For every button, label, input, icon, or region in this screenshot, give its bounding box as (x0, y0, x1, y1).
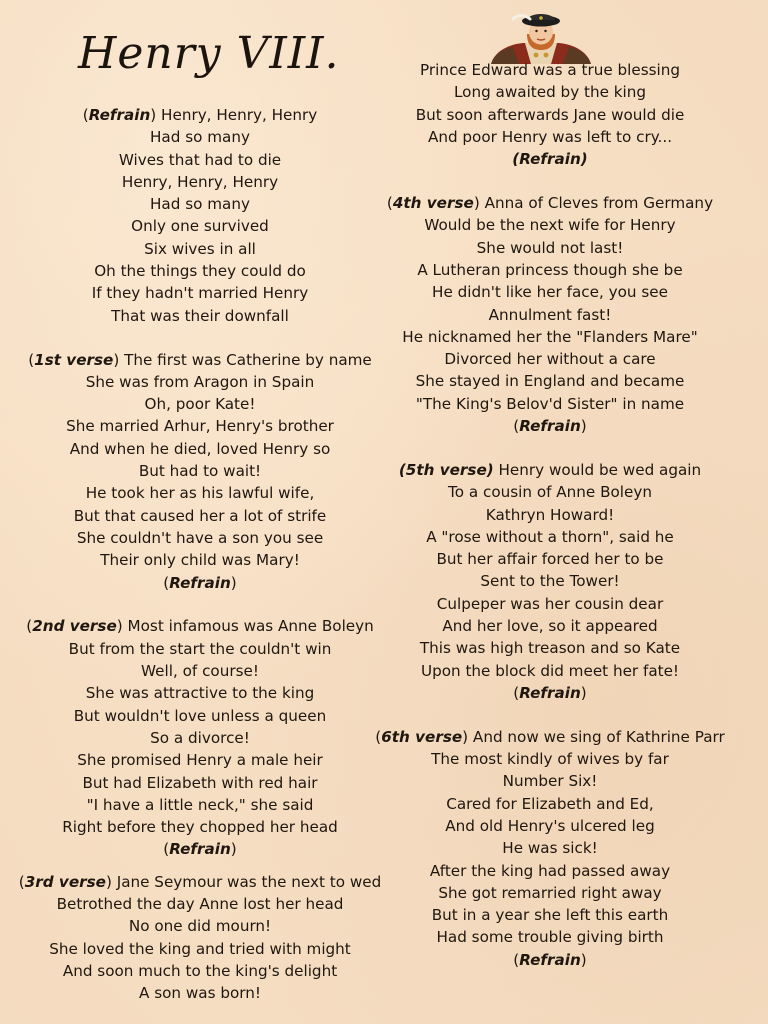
lyric-line (0, 171, 400, 193)
lyric-text: And soon much to the king's delight (62, 961, 338, 980)
lyric-line (360, 882, 740, 904)
lyric-text: But had Elizabeth with red hair (82, 773, 318, 792)
lyric-line (0, 660, 400, 682)
lyric-line (360, 126, 740, 148)
lyric-line (0, 772, 400, 794)
lyric-line (0, 482, 400, 504)
lyric-line (360, 570, 740, 592)
lyric-line (360, 904, 740, 926)
lyric-line (360, 459, 740, 481)
lyric-line (0, 393, 400, 415)
lyric-text: Number Six! (502, 772, 598, 791)
henry-viii-portrait-icon (489, 10, 593, 64)
lyric-text: Anna of Cleves from Germany (479, 194, 714, 213)
lyric-line (0, 238, 400, 260)
lyric-line (360, 770, 740, 792)
lyric-line (360, 481, 740, 503)
lyric-line (0, 838, 400, 860)
lyric-line (360, 415, 740, 437)
page-title: Henry VIII. (78, 28, 340, 79)
lyric-line (360, 593, 740, 615)
lyric-line (0, 104, 400, 126)
lyric-text: But wouldn't love unless a queen (73, 706, 327, 725)
lyric-line (360, 926, 740, 948)
lyric-line (0, 871, 400, 893)
stanza-gap (360, 437, 740, 459)
lyric-line (360, 637, 740, 659)
lyric-text: So a divorce! (150, 728, 250, 747)
stanza-gap (0, 861, 400, 871)
section-tag: Refrain (88, 106, 151, 124)
lyric-text: Their only child was Mary! (100, 551, 300, 570)
lyric-line (0, 938, 400, 960)
lyric-line (360, 259, 740, 281)
lyric-text: Kathryn Howard! (485, 505, 615, 524)
tag-open: ( (82, 106, 89, 124)
lyric-line (360, 526, 740, 548)
lyric-text: But soon afterwards Jane would die (415, 105, 685, 124)
lyric-line (0, 816, 400, 838)
lyric-text: Divorced her without a care (444, 350, 656, 369)
lyric-text: Annulment fast! (488, 305, 612, 324)
tag-open: ( (375, 727, 382, 746)
lyric-line (0, 527, 400, 549)
section-tag: 2nd verse (32, 617, 117, 636)
section-tag: (Refrain) (512, 150, 588, 169)
lyric-text: Would be the next wife for Henry (424, 216, 676, 235)
lyric-text: That was their downfall (111, 306, 289, 325)
lyric-line (0, 505, 400, 527)
lyric-line (360, 837, 740, 859)
lyric-line (0, 305, 400, 327)
section-tag: Refrain (169, 573, 231, 592)
tag-close: ) (580, 950, 587, 969)
lyric-line (360, 504, 740, 526)
lyric-text: Henry, Henry, Henry (156, 106, 318, 124)
lyric-text: He was sick! (502, 839, 598, 858)
lyric-line (360, 682, 740, 704)
lyric-text: "The King's Belov'd Sister" in name (415, 394, 685, 413)
lyric-line (360, 304, 740, 326)
lyric-text: Had so many (150, 128, 250, 147)
lyric-text: And now we sing of Kathrine Parr (468, 727, 725, 746)
tag-open: ( (163, 840, 170, 859)
lyric-line (0, 371, 400, 393)
lyric-line (360, 949, 740, 971)
lyric-text: The most kindly of wives by far (431, 750, 669, 769)
stanza-gap (360, 170, 740, 192)
lyric-line (360, 393, 740, 415)
lyric-text: Most infamous was Anne Boleyn (122, 617, 374, 636)
lyric-line (360, 860, 740, 882)
lyric-text: No one did mourn! (128, 917, 272, 936)
tag-close: ) (230, 840, 237, 859)
lyric-text: And when he died, loved Henry so (69, 439, 331, 458)
lyric-text: A "rose without a thorn", said he (426, 527, 674, 546)
lyric-text: She married Arhur, Henry's brother (66, 417, 334, 436)
lyric-text: Betrothed the day Anne lost her head (56, 894, 344, 913)
stanza-gap (360, 704, 740, 726)
tag-open: ( (513, 683, 520, 702)
lyric-text: But that caused her a lot of strife (73, 506, 327, 525)
lyric-line (0, 915, 400, 937)
lyric-text: Prince Edward was a true blessing (419, 61, 681, 79)
lyric-text: And her love, so it appeared (442, 617, 658, 636)
tag-open: ( (26, 617, 33, 636)
section-tag: Refrain (519, 683, 581, 702)
lyric-line (360, 59, 740, 81)
lyric-line (0, 572, 400, 594)
lyric-text: Wives that had to die (118, 150, 282, 169)
lyric-line (360, 726, 740, 748)
lyric-line (360, 104, 740, 126)
lyric-text: "I have a little neck," she said (86, 795, 314, 814)
lyric-line (0, 682, 400, 704)
lyric-text: But in a year she left this earth (431, 906, 669, 925)
lyric-text: The first was Catherine by name (119, 350, 372, 369)
lyric-text: Sent to the Tower! (480, 572, 620, 591)
lyric-line (360, 326, 740, 348)
lyric-text: Oh, poor Kate! (144, 395, 256, 414)
lyric-text: A son was born! (139, 984, 261, 1003)
lyric-text: A Lutheran princess though she be (417, 260, 683, 279)
lyric-line (360, 793, 740, 815)
lyric-line (0, 705, 400, 727)
lyric-text: To a cousin of Anne Boleyn (448, 483, 652, 502)
lyric-line (0, 794, 400, 816)
lyric-line (0, 749, 400, 771)
lyric-text: He took her as his lawful wife, (85, 484, 315, 503)
lyric-text: After the king had passed away (429, 861, 671, 880)
lyric-line (360, 281, 740, 303)
lyric-text: Well, of course! (141, 662, 259, 681)
lyric-line (0, 193, 400, 215)
lyric-line (360, 548, 740, 570)
lyric-line (360, 815, 740, 837)
section-tag: Refrain (519, 417, 581, 436)
lyric-text: She got remarried right away (438, 883, 662, 902)
lyric-text: But from the start the couldn't win (68, 639, 332, 658)
section-tag: (5th verse) (398, 460, 494, 479)
lyric-text: Only one survived (131, 217, 269, 236)
section-tag: Refrain (169, 840, 231, 859)
lyric-text: And old Henry's ulcered leg (445, 816, 655, 835)
lyric-line (0, 460, 400, 482)
lyric-line (0, 126, 400, 148)
lyric-text: But her affair forced her to be (436, 550, 664, 569)
tag-close: ) (230, 573, 237, 592)
lyric-line (360, 214, 740, 236)
lyric-text: She promised Henry a male heir (77, 751, 323, 770)
tag-open: ( (163, 573, 170, 592)
lyric-line (0, 727, 400, 749)
lyric-line (360, 81, 740, 103)
lyric-line (0, 549, 400, 571)
lyric-line (0, 893, 400, 915)
lyric-text: She was attractive to the king (85, 684, 315, 703)
lyric-text: If they hadn't married Henry (91, 284, 309, 303)
lyric-text: She stayed in England and became (415, 372, 685, 391)
tag-close: ) (113, 350, 120, 369)
lyric-text: She would not last! (476, 238, 624, 257)
lyric-text: Six wives in all (144, 239, 256, 258)
section-tag: 4th verse (392, 194, 474, 213)
tag-open: ( (28, 350, 35, 369)
lyric-line (360, 370, 740, 392)
section-tag: 3rd verse (24, 872, 106, 891)
lyric-line (360, 348, 740, 370)
lyric-text: Oh the things they could do (94, 262, 306, 281)
lyric-text: This was high treason and so Kate (419, 639, 681, 658)
tag-close: ) (116, 617, 123, 636)
lyric-line (0, 215, 400, 237)
lyric-text: Jane Seymour was the next to wed (111, 872, 382, 891)
lyric-line (360, 192, 740, 214)
tag-close: ) (150, 106, 157, 124)
section-tag: Refrain (519, 950, 581, 969)
tag-close: ) (580, 683, 587, 702)
stanza-gap (0, 594, 400, 616)
tag-open: ( (386, 194, 393, 213)
lyric-line (0, 638, 400, 660)
lyric-line (0, 149, 400, 171)
section-tag: 1st verse (34, 350, 114, 369)
tag-close: ) (580, 417, 587, 436)
lyric-text: He nicknamed her the "Flanders Mare" (402, 327, 698, 346)
tag-open: ( (18, 872, 25, 891)
lyric-line (0, 349, 400, 371)
lyrics-left-column (0, 104, 400, 1004)
section-tag: 6th verse (381, 727, 463, 746)
lyric-text: Had so many (150, 195, 250, 214)
lyric-text: Right before they chopped her head (62, 818, 338, 837)
lyric-text: She was from Aragon in Spain (85, 372, 315, 391)
lyric-line (360, 615, 740, 637)
lyric-line (360, 748, 740, 770)
lyric-text: Culpeper was her cousin dear (436, 594, 664, 613)
lyric-line (360, 660, 740, 682)
lyric-text: And poor Henry was left to cry... (427, 127, 673, 146)
tag-close: ) (462, 727, 469, 746)
tag-open: ( (513, 417, 520, 436)
lyric-text: Henry, Henry, Henry (121, 172, 279, 191)
lyric-text: But had to wait! (138, 462, 262, 481)
lyric-text: Long awaited by the king (453, 83, 647, 102)
lyric-line (360, 148, 740, 170)
lyric-line (360, 237, 740, 259)
tag-close: ) (473, 194, 480, 213)
lyric-line (0, 982, 400, 1004)
lyric-line (0, 415, 400, 437)
lyric-text: Cared for Elizabeth and Ed, (446, 794, 654, 813)
lyric-text: Upon the block did meet her fate! (420, 661, 680, 680)
lyric-text: Had some trouble giving birth (436, 928, 664, 947)
tag-open: ( (513, 950, 520, 969)
lyric-text: He didn't like her face, you see (432, 283, 668, 302)
lyrics-right-column (360, 59, 740, 971)
lyric-text: She loved the king and tried with might (49, 939, 351, 958)
lyric-text: She couldn't have a son you see (76, 528, 324, 547)
lyric-line (0, 438, 400, 460)
lyric-text: Henry would be wed again (493, 460, 702, 479)
lyric-line (0, 960, 400, 982)
tag-close: ) (105, 872, 112, 891)
stanza-gap (0, 327, 400, 349)
lyric-line (0, 260, 400, 282)
lyric-line (0, 282, 400, 304)
lyric-line (0, 615, 400, 637)
